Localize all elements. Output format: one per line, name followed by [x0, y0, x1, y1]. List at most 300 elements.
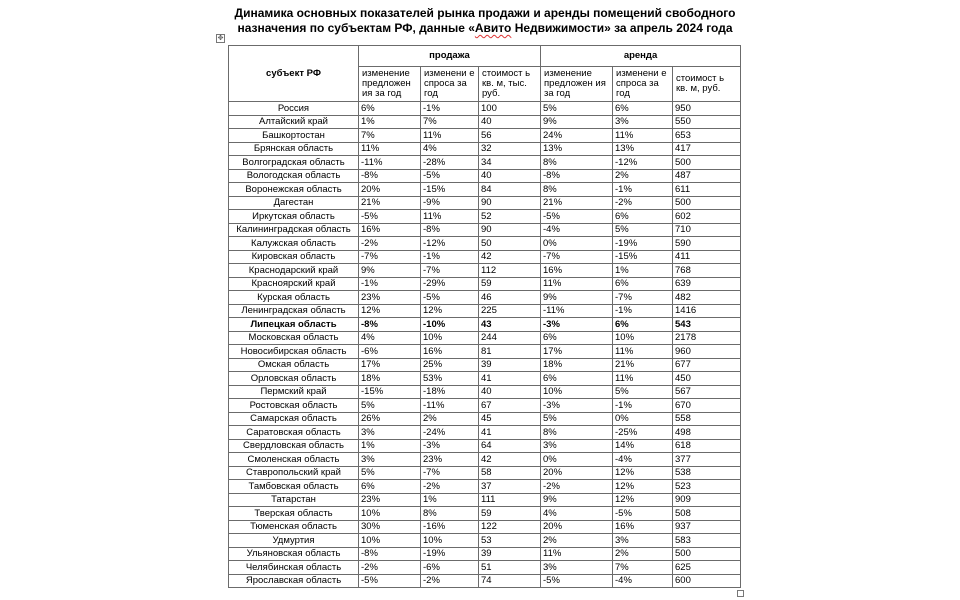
sale-demand-change-cell: -11% — [421, 399, 479, 413]
sale-demand-change-cell: 4% — [421, 142, 479, 156]
region-cell: Смоленская область — [229, 453, 359, 467]
rent-supply-change-cell: 4% — [541, 507, 613, 521]
region-cell: Россия — [229, 102, 359, 116]
column-header: изменени е спроса за год — [421, 67, 479, 102]
sale-supply-change-cell: 3% — [359, 426, 421, 440]
rent-demand-change-cell: 10% — [613, 331, 673, 345]
rent-supply-change-cell: 8% — [541, 426, 613, 440]
rent-demand-change-cell: 5% — [613, 385, 673, 399]
sale-price-cell: 34 — [479, 156, 541, 170]
sale-price-cell: 37 — [479, 480, 541, 494]
region-cell: Ставропольский край — [229, 466, 359, 480]
rent-supply-change-cell: 11% — [541, 277, 613, 291]
rent-demand-change-cell: -5% — [613, 507, 673, 521]
sale-supply-change-cell: 6% — [359, 480, 421, 494]
rent-demand-change-cell: 1% — [613, 264, 673, 278]
region-cell: Орловская область — [229, 372, 359, 386]
region-cell: Волгоградская область — [229, 156, 359, 170]
sale-supply-change-cell: 3% — [359, 453, 421, 467]
sale-price-cell: 84 — [479, 183, 541, 197]
rent-supply-change-cell: -5% — [541, 574, 613, 588]
sale-supply-change-cell: 1% — [359, 115, 421, 129]
rent-demand-change-cell: -7% — [613, 291, 673, 305]
sale-demand-change-cell: -5% — [421, 291, 479, 305]
table-row — [229, 291, 741, 305]
sale-supply-change-cell: -8% — [359, 169, 421, 183]
region-cell: Ульяновская область — [229, 547, 359, 561]
region-cell: Омская область — [229, 358, 359, 372]
rent-supply-change-cell: 2% — [541, 534, 613, 548]
rent-demand-change-cell: 12% — [613, 493, 673, 507]
rent-price-cell: 653 — [673, 129, 741, 143]
column-header: изменение предложен ия за год — [541, 67, 613, 102]
rent-price-cell: 523 — [673, 480, 741, 494]
rent-demand-change-cell: 11% — [613, 129, 673, 143]
rent-demand-change-cell: -12% — [613, 156, 673, 170]
region-cell: Курская область — [229, 291, 359, 305]
table-row — [229, 426, 741, 440]
table-row — [229, 507, 741, 521]
table-row — [229, 331, 741, 345]
table-row — [229, 439, 741, 453]
rent-price-cell: 538 — [673, 466, 741, 480]
sale-supply-change-cell: 21% — [359, 196, 421, 210]
rent-demand-change-cell: 5% — [613, 223, 673, 237]
rent-price-cell: 508 — [673, 507, 741, 521]
sale-demand-change-cell: -2% — [421, 574, 479, 588]
sale-supply-change-cell: -5% — [359, 574, 421, 588]
rent-price-cell: 611 — [673, 183, 741, 197]
table-row — [229, 183, 741, 197]
rent-demand-change-cell: 12% — [613, 466, 673, 480]
table-row — [229, 129, 741, 143]
rent-demand-change-cell: -25% — [613, 426, 673, 440]
rent-price-cell: 937 — [673, 520, 741, 534]
sale-supply-change-cell: 1% — [359, 439, 421, 453]
region-cell: Кировская область — [229, 250, 359, 264]
rent-price-cell: 558 — [673, 412, 741, 426]
sale-demand-change-cell: -12% — [421, 237, 479, 251]
rent-price-cell: 909 — [673, 493, 741, 507]
sale-supply-change-cell: 10% — [359, 507, 421, 521]
region-cell: Пермский край — [229, 385, 359, 399]
table-row — [229, 453, 741, 467]
rent-supply-change-cell: -4% — [541, 223, 613, 237]
rent-demand-change-cell: -15% — [613, 250, 673, 264]
sale-supply-change-cell: -2% — [359, 237, 421, 251]
rent-supply-change-cell: 6% — [541, 372, 613, 386]
sale-demand-change-cell: -24% — [421, 426, 479, 440]
rent-supply-change-cell: 13% — [541, 142, 613, 156]
table-row — [229, 277, 741, 291]
rent-demand-change-cell: -19% — [613, 237, 673, 251]
rent-demand-change-cell: 6% — [613, 318, 673, 332]
rent-supply-change-cell: 5% — [541, 102, 613, 116]
rent-supply-change-cell: 0% — [541, 453, 613, 467]
rent-price-cell: 487 — [673, 169, 741, 183]
rent-supply-change-cell: -2% — [541, 480, 613, 494]
sale-supply-change-cell: -1% — [359, 277, 421, 291]
rent-demand-change-cell: 7% — [613, 561, 673, 575]
sale-demand-change-cell: 2% — [421, 412, 479, 426]
region-cell: Вологодская область — [229, 169, 359, 183]
rent-group-header: аренда — [541, 46, 741, 67]
sale-price-cell: 67 — [479, 399, 541, 413]
sale-price-cell: 100 — [479, 102, 541, 116]
table-row — [229, 358, 741, 372]
rent-supply-change-cell: 9% — [541, 493, 613, 507]
rent-price-cell: 498 — [673, 426, 741, 440]
sale-demand-change-cell: 53% — [421, 372, 479, 386]
region-cell: Краснодарский край — [229, 264, 359, 278]
table-resize-handle[interactable] — [737, 590, 744, 597]
sale-demand-change-cell: -7% — [421, 466, 479, 480]
sale-demand-change-cell: 11% — [421, 210, 479, 224]
rent-supply-change-cell: -8% — [541, 169, 613, 183]
region-cell: Алтайский край — [229, 115, 359, 129]
sale-supply-change-cell: 17% — [359, 358, 421, 372]
rent-price-cell: 670 — [673, 399, 741, 413]
sale-supply-change-cell: -6% — [359, 345, 421, 359]
rent-supply-change-cell: -5% — [541, 210, 613, 224]
rent-demand-change-cell: 14% — [613, 439, 673, 453]
rent-price-cell: 960 — [673, 345, 741, 359]
rent-demand-change-cell: 6% — [613, 210, 673, 224]
region-cell: Калужская область — [229, 237, 359, 251]
rent-price-cell: 710 — [673, 223, 741, 237]
rent-price-cell: 600 — [673, 574, 741, 588]
rent-supply-change-cell: 6% — [541, 331, 613, 345]
rent-supply-change-cell: 20% — [541, 520, 613, 534]
rent-supply-change-cell: 17% — [541, 345, 613, 359]
rent-supply-change-cell: 3% — [541, 561, 613, 575]
table-row — [229, 412, 741, 426]
title-line-1: Динамика основных показателей рынка продажи и аренды помещений свободного — [234, 6, 736, 20]
table-row — [229, 466, 741, 480]
sale-supply-change-cell: -7% — [359, 250, 421, 264]
sale-price-cell: 40 — [479, 115, 541, 129]
rent-price-cell: 950 — [673, 102, 741, 116]
sale-price-cell: 32 — [479, 142, 541, 156]
sale-demand-change-cell: -1% — [421, 250, 479, 264]
sale-demand-change-cell: 8% — [421, 507, 479, 521]
sale-price-cell: 53 — [479, 534, 541, 548]
table-row — [229, 534, 741, 548]
region-cell: Калининградская область — [229, 223, 359, 237]
region-cell: Ростовская область — [229, 399, 359, 413]
rent-price-cell: 450 — [673, 372, 741, 386]
sale-supply-change-cell: 5% — [359, 399, 421, 413]
table-row — [229, 385, 741, 399]
title-line-2-start: назначения по субъектам РФ, данные « — [237, 21, 475, 35]
rent-price-cell: 639 — [673, 277, 741, 291]
sale-supply-change-cell: 20% — [359, 183, 421, 197]
rent-demand-change-cell: -1% — [613, 183, 673, 197]
sale-price-cell: 39 — [479, 358, 541, 372]
region-cell: Красноярский край — [229, 277, 359, 291]
sale-demand-change-cell: -15% — [421, 183, 479, 197]
document-title — [225, 6, 745, 36]
rent-demand-change-cell: 6% — [613, 102, 673, 116]
table-row — [229, 372, 741, 386]
title-line-2 — [225, 21, 745, 36]
region-cell: Челябинская область — [229, 561, 359, 575]
sale-demand-change-cell: -6% — [421, 561, 479, 575]
region-cell: Липецкая область — [229, 318, 359, 332]
sale-price-cell: 90 — [479, 223, 541, 237]
region-cell: Самарская область — [229, 412, 359, 426]
table-body — [229, 102, 741, 588]
sale-price-cell: 46 — [479, 291, 541, 305]
rent-price-cell: 1416 — [673, 304, 741, 318]
region-cell: Воронежская область — [229, 183, 359, 197]
table-row — [229, 399, 741, 413]
table-row — [229, 493, 741, 507]
rent-supply-change-cell: 9% — [541, 291, 613, 305]
sale-demand-change-cell: 25% — [421, 358, 479, 372]
region-cell: Саратовская область — [229, 426, 359, 440]
sale-price-cell: 42 — [479, 453, 541, 467]
rent-price-cell: 768 — [673, 264, 741, 278]
rent-demand-change-cell: 2% — [613, 547, 673, 561]
sale-price-cell: 43 — [479, 318, 541, 332]
region-cell: Ленинградская область — [229, 304, 359, 318]
sale-price-cell: 45 — [479, 412, 541, 426]
rent-price-cell: 411 — [673, 250, 741, 264]
sale-price-cell: 51 — [479, 561, 541, 575]
table-row — [229, 169, 741, 183]
region-cell: Иркутская область — [229, 210, 359, 224]
sale-price-cell: 58 — [479, 466, 541, 480]
rent-price-cell: 618 — [673, 439, 741, 453]
column-header: стоимост ь кв. м, тыс. руб. — [479, 67, 541, 102]
table-row — [229, 264, 741, 278]
sale-price-cell: 122 — [479, 520, 541, 534]
sale-demand-change-cell: -16% — [421, 520, 479, 534]
rent-supply-change-cell: 0% — [541, 237, 613, 251]
rent-supply-change-cell: 5% — [541, 412, 613, 426]
sale-price-cell: 42 — [479, 250, 541, 264]
region-cell: Татарстан — [229, 493, 359, 507]
rent-price-cell: 550 — [673, 115, 741, 129]
rent-supply-change-cell: 21% — [541, 196, 613, 210]
sale-supply-change-cell: 23% — [359, 493, 421, 507]
sale-supply-change-cell: -5% — [359, 210, 421, 224]
title-line-2-end: Недвижимости» за апрель 2024 года — [511, 21, 733, 35]
table-row — [229, 196, 741, 210]
rent-supply-change-cell: 8% — [541, 183, 613, 197]
sale-supply-change-cell: 10% — [359, 534, 421, 548]
sale-demand-change-cell: -3% — [421, 439, 479, 453]
sale-demand-change-cell: 12% — [421, 304, 479, 318]
sale-price-cell: 39 — [479, 547, 541, 561]
rent-supply-change-cell: -11% — [541, 304, 613, 318]
region-cell: Ярославская область — [229, 574, 359, 588]
sale-demand-change-cell: -10% — [421, 318, 479, 332]
sale-demand-change-cell: -29% — [421, 277, 479, 291]
sale-supply-change-cell: 5% — [359, 466, 421, 480]
region-cell: Свердловская область — [229, 439, 359, 453]
sale-price-cell: 225 — [479, 304, 541, 318]
sale-supply-change-cell: 16% — [359, 223, 421, 237]
table-move-handle-icon[interactable]: ✥ — [217, 34, 224, 42]
sale-price-cell: 244 — [479, 331, 541, 345]
region-cell: Башкортостан — [229, 129, 359, 143]
sale-supply-change-cell: 23% — [359, 291, 421, 305]
sale-supply-change-cell: -8% — [359, 318, 421, 332]
rent-price-cell: 567 — [673, 385, 741, 399]
rent-demand-change-cell: 12% — [613, 480, 673, 494]
table-row — [229, 318, 741, 332]
region-column-header: субъект РФ — [229, 46, 359, 102]
sale-supply-change-cell: 4% — [359, 331, 421, 345]
rent-demand-change-cell: -4% — [613, 453, 673, 467]
sale-price-cell: 41 — [479, 426, 541, 440]
sale-supply-change-cell: -8% — [359, 547, 421, 561]
sale-demand-change-cell: -7% — [421, 264, 479, 278]
rent-price-cell: 500 — [673, 547, 741, 561]
sale-price-cell: 40 — [479, 169, 541, 183]
sale-demand-change-cell: -18% — [421, 385, 479, 399]
table-row — [229, 142, 741, 156]
rent-price-cell: 482 — [673, 291, 741, 305]
rent-supply-change-cell: 20% — [541, 466, 613, 480]
table-row — [229, 115, 741, 129]
region-cell: Удмуртия — [229, 534, 359, 548]
sale-supply-change-cell: -11% — [359, 156, 421, 170]
sale-price-cell: 50 — [479, 237, 541, 251]
sale-demand-change-cell: -19% — [421, 547, 479, 561]
region-cell: Тверская область — [229, 507, 359, 521]
region-cell: Дагестан — [229, 196, 359, 210]
sale-price-cell: 64 — [479, 439, 541, 453]
region-stats-table — [228, 45, 741, 588]
sale-supply-change-cell: 26% — [359, 412, 421, 426]
rent-supply-change-cell: 9% — [541, 115, 613, 129]
rent-demand-change-cell: -2% — [613, 196, 673, 210]
sale-supply-change-cell: 30% — [359, 520, 421, 534]
table-row — [229, 102, 741, 116]
rent-price-cell: 500 — [673, 196, 741, 210]
region-cell: Тамбовская область — [229, 480, 359, 494]
rent-supply-change-cell: 11% — [541, 547, 613, 561]
rent-supply-change-cell: -7% — [541, 250, 613, 264]
region-cell: Новосибирская область — [229, 345, 359, 359]
sale-demand-change-cell: 10% — [421, 331, 479, 345]
rent-price-cell: 417 — [673, 142, 741, 156]
sale-price-cell: 59 — [479, 507, 541, 521]
rent-supply-change-cell: 18% — [541, 358, 613, 372]
sale-supply-change-cell: 9% — [359, 264, 421, 278]
sale-demand-change-cell: 11% — [421, 129, 479, 143]
sale-supply-change-cell: -2% — [359, 561, 421, 575]
table-row — [229, 210, 741, 224]
region-cell: Московская область — [229, 331, 359, 345]
table-row — [229, 574, 741, 588]
sale-supply-change-cell: 11% — [359, 142, 421, 156]
rent-demand-change-cell: 3% — [613, 534, 673, 548]
rent-price-cell: 543 — [673, 318, 741, 332]
sale-demand-change-cell: 16% — [421, 345, 479, 359]
column-header: изменени е спроса за год — [613, 67, 673, 102]
rent-supply-change-cell: 8% — [541, 156, 613, 170]
table-row — [229, 237, 741, 251]
table-row — [229, 561, 741, 575]
sale-price-cell: 74 — [479, 574, 541, 588]
rent-price-cell: 377 — [673, 453, 741, 467]
rent-demand-change-cell: 11% — [613, 372, 673, 386]
table-row — [229, 250, 741, 264]
rent-demand-change-cell: -4% — [613, 574, 673, 588]
rent-demand-change-cell: 11% — [613, 345, 673, 359]
sale-price-cell: 112 — [479, 264, 541, 278]
sale-group-header: продажа — [359, 46, 541, 67]
rent-price-cell: 677 — [673, 358, 741, 372]
rent-price-cell: 625 — [673, 561, 741, 575]
table-row — [229, 156, 741, 170]
table-row — [229, 304, 741, 318]
sale-price-cell: 81 — [479, 345, 541, 359]
rent-price-cell: 2178 — [673, 331, 741, 345]
rent-demand-change-cell: 6% — [613, 277, 673, 291]
sale-demand-change-cell: -9% — [421, 196, 479, 210]
rent-price-cell: 583 — [673, 534, 741, 548]
sale-price-cell: 56 — [479, 129, 541, 143]
sale-supply-change-cell: 12% — [359, 304, 421, 318]
sale-demand-change-cell: 1% — [421, 493, 479, 507]
table-row — [229, 480, 741, 494]
sale-demand-change-cell: 10% — [421, 534, 479, 548]
rent-demand-change-cell: 21% — [613, 358, 673, 372]
rent-demand-change-cell: -1% — [613, 399, 673, 413]
sale-price-cell: 41 — [479, 372, 541, 386]
rent-supply-change-cell: 24% — [541, 129, 613, 143]
rent-supply-change-cell: -3% — [541, 318, 613, 332]
table-row — [229, 345, 741, 359]
region-cell: Брянская область — [229, 142, 359, 156]
rent-demand-change-cell: 16% — [613, 520, 673, 534]
title-brand: Авито — [474, 21, 512, 35]
sale-demand-change-cell: -5% — [421, 169, 479, 183]
rent-demand-change-cell: 3% — [613, 115, 673, 129]
sale-supply-change-cell: 6% — [359, 102, 421, 116]
sale-price-cell: 111 — [479, 493, 541, 507]
rent-demand-change-cell: 13% — [613, 142, 673, 156]
column-header: изменение предложен ия за год — [359, 67, 421, 102]
sale-supply-change-cell: 7% — [359, 129, 421, 143]
rent-supply-change-cell: 16% — [541, 264, 613, 278]
sale-price-cell: 59 — [479, 277, 541, 291]
table-row — [229, 223, 741, 237]
sale-demand-change-cell: -2% — [421, 480, 479, 494]
sale-demand-change-cell: -28% — [421, 156, 479, 170]
rent-demand-change-cell: 2% — [613, 169, 673, 183]
table-row — [229, 520, 741, 534]
sale-demand-change-cell: -8% — [421, 223, 479, 237]
sale-demand-change-cell: 23% — [421, 453, 479, 467]
rent-price-cell: 590 — [673, 237, 741, 251]
sale-demand-change-cell: -1% — [421, 102, 479, 116]
region-cell: Тюменская область — [229, 520, 359, 534]
rent-demand-change-cell: 0% — [613, 412, 673, 426]
sale-price-cell: 52 — [479, 210, 541, 224]
rent-price-cell: 500 — [673, 156, 741, 170]
rent-demand-change-cell: -1% — [613, 304, 673, 318]
rent-supply-change-cell: 3% — [541, 439, 613, 453]
rent-supply-change-cell: 10% — [541, 385, 613, 399]
table-row — [229, 547, 741, 561]
rent-supply-change-cell: -3% — [541, 399, 613, 413]
